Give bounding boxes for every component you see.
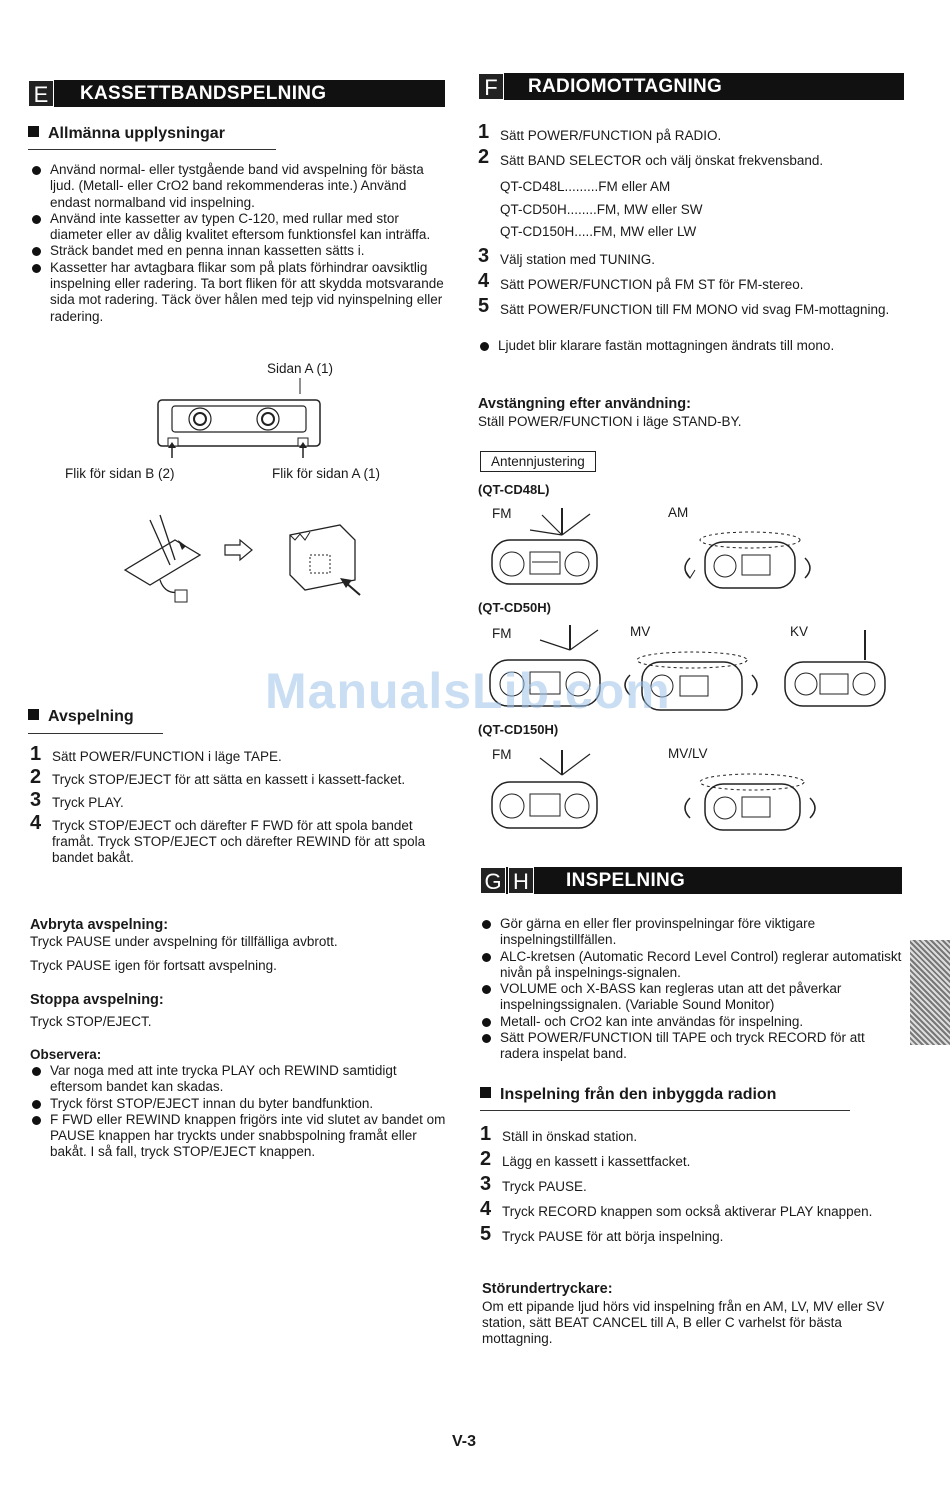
section-gh-title: INSPELNING <box>566 870 686 891</box>
radio-step-2: 2 Sätt BAND SELECTOR och välj önskat frekvensband. <box>478 146 824 168</box>
boombox-mvlv-150 <box>685 774 815 830</box>
radio-step-4: 4 Sätt POWER/FUNCTION på FM ST för FM-stereo. <box>478 270 804 292</box>
list-item: Var noga med att inte trycka PLAY och REWIND samtidigt eftersom bandet kan skadas. <box>30 1063 450 1096</box>
section-f-letter: F <box>478 73 504 100</box>
boombox-kv-50 <box>785 630 885 706</box>
tab-b-label: Flik för sidan B (2) <box>65 466 175 481</box>
list-item: 5 Tryck PAUSE för att börja inspelning. <box>480 1223 724 1245</box>
list-item: 1 Sätt POWER/FUNCTION i läge TAPE. <box>30 743 282 765</box>
boombox-fm-150 <box>492 750 597 828</box>
list-item: Använd inte kassetter av typen C-120, med rullar med stor diameter eller av dålig kvalitet eftersom funktionsfel kan inträffa. <box>30 211 448 244</box>
fm-label-150: FM <box>492 747 512 762</box>
fm-label-48: FM <box>492 506 512 521</box>
step-number: 3 <box>480 1173 492 1195</box>
list-item: 1 Ställ in önskad station. <box>480 1123 638 1145</box>
list-item: 3 Tryck PLAY. <box>30 789 124 811</box>
beat-cancel-heading: Störundertryckare: <box>482 1281 613 1297</box>
model-line-48: QT-CD48L.........FM eller AM <box>500 179 671 194</box>
section-f-title: RADIOMOTTAGNING <box>528 76 723 97</box>
recording-list <box>480 916 904 1063</box>
step-number: 3 <box>30 789 42 811</box>
section-f-header <box>478 73 904 100</box>
radio-step-3: 3 Välj station med TUNING. <box>478 245 656 267</box>
list-item: Tryck först STOP/EJECT innan du byter bandfunktion. <box>30 1096 450 1112</box>
stop-text: Tryck STOP/EJECT. <box>30 1014 152 1029</box>
section-e-title: KASSETTBANDSPELNING <box>80 83 327 104</box>
list-item: Sträck bandet med en penna innan kassetten sätts i. <box>30 243 448 259</box>
side-a-label: Sidan A (1) <box>267 361 334 376</box>
step-number: 1 <box>480 1123 492 1145</box>
model-150-label: (QT-CD150H) <box>478 722 559 737</box>
section-g-letter: G <box>480 867 506 894</box>
thumb-index-tab <box>910 940 950 1045</box>
playback-steps <box>30 743 450 873</box>
list-item: Sätt POWER/FUNCTION till TAPE och tryck RECORD för att radera inspelat band. <box>480 1030 904 1063</box>
mvlv-label-150: MV/LV <box>668 746 708 761</box>
note-heading: Observera: <box>30 1047 102 1062</box>
radio-step-5: 5 Sätt POWER/FUNCTION till FM MONO vid svag FM-mottagning. <box>478 295 890 317</box>
mv-label-50: MV <box>630 624 651 639</box>
step-number: 4 <box>30 812 42 834</box>
section-e-letter: E <box>28 80 54 107</box>
step-number: 1 <box>478 121 490 143</box>
off-text: Ställ POWER/FUNCTION i läge STAND-BY. <box>478 414 742 429</box>
list-item: 2 Lägg en kassett i kassettfacket. <box>480 1148 691 1170</box>
list-item: Ljudet blir klarare fastän mottagningen ändrats till mono. <box>478 338 908 354</box>
section-e-header <box>28 80 445 107</box>
square-bullet-icon <box>28 709 39 720</box>
list-item: Gör gärna en eller fler provinspelningar före viktigare inspelningstillfällen. <box>480 916 904 949</box>
list-item: 4 Tryck STOP/EJECT och därefter F FWD för att spola bandet framåt. Tryck STOP/EJECT och därefter REWIND för att spola bandet bakåt. <box>30 812 426 865</box>
list-item: F FWD eller REWIND knappen frigörs inte vid slutet av bandet om PAUSE knappen har tryckts under snabbspolning framåt eller bakåt. I så fall, tryck STOP/EJECT knappen. <box>30 1112 450 1161</box>
step-number: 3 <box>478 245 490 267</box>
list-item: ALC-kretsen (Automatic Record Level Control) reglerar automatiskt nivån på inspelnings-signalen. <box>480 949 904 982</box>
list-item: Metall- och CrO2 kan inte användas för inspelning. <box>480 1014 904 1030</box>
list-item: 2 Tryck STOP/EJECT för att sätta en kassett i kassett-facket. <box>30 766 406 788</box>
watermark: ManualsLib.com <box>265 663 671 719</box>
general-info-list <box>30 162 448 325</box>
section-gh-header <box>480 867 902 894</box>
playback-rule <box>28 733 163 734</box>
radio-note-list <box>478 338 908 354</box>
model-line-50: QT-CD50H........FM, MW eller SW <box>500 202 703 217</box>
step-number: 2 <box>30 766 42 788</box>
step-number: 2 <box>478 146 490 168</box>
model-48-label: (QT-CD48L) <box>478 482 550 497</box>
tab-a-label: Flik för sidan A (1) <box>272 466 381 481</box>
fm-label-50: FM <box>492 626 512 641</box>
cassette-illustration <box>150 378 330 458</box>
list-item: 3 Tryck PAUSE. <box>480 1173 587 1195</box>
boombox-fm-48 <box>492 508 597 584</box>
section-h-letter: H <box>508 867 534 894</box>
off-heading: Avstängning efter användning: <box>478 396 691 412</box>
list-item: Kassetter har avtagbara flikar som på plats förhindrar oavsiktlig inspelning eller radering. Ta bort fliken för att skydda motsvarande sida mot radering. Täck över hålen med tejp vid nyinspelning eller radering. <box>30 260 448 325</box>
square-bullet-icon <box>28 126 39 137</box>
model-50-label: (QT-CD50H) <box>478 600 551 615</box>
radio-recording-rule <box>480 1110 850 1111</box>
model-line-150: QT-CD150H.....FM, MW eller LW <box>500 224 697 239</box>
kv-label-50: KV <box>790 624 809 639</box>
step-number: 2 <box>480 1148 492 1170</box>
boombox-am-48 <box>685 532 810 588</box>
radio-recording-steps <box>480 1123 902 1252</box>
interrupt-line-1: Tryck PAUSE under avspelning för tillfälliga avbrott. <box>30 934 338 949</box>
tab-removal-illustration <box>120 510 370 610</box>
antenna-adjust-label: Antennjustering <box>480 451 596 472</box>
beat-cancel-text: Om ett pipande ljud hörs vid inspelning från en AM, LV, MV eller SV station, sätt BEAT CANCEL till A, B eller C varhelst för bästa mottagning. <box>482 1299 885 1346</box>
am-label-48: AM <box>668 505 689 520</box>
square-bullet-icon <box>480 1087 491 1098</box>
radio-step-1: 1 Sätt POWER/FUNCTION på RADIO. <box>478 121 722 143</box>
step-number: 5 <box>480 1223 492 1245</box>
step-number: 4 <box>480 1198 492 1220</box>
step-number: 1 <box>30 743 42 765</box>
list-item: 4 Tryck RECORD knappen som också aktiverar PLAY knappen. <box>480 1198 873 1220</box>
step-number: 4 <box>478 270 490 292</box>
step-number: 5 <box>478 295 490 317</box>
general-info-heading: Allmänna upplysningar <box>28 125 225 143</box>
stop-heading: Stoppa avspelning: <box>30 992 164 1008</box>
note-list <box>30 1063 450 1161</box>
interrupt-heading: Avbryta avspelning: <box>30 917 169 933</box>
playback-heading: Avspelning <box>28 708 134 726</box>
general-info-rule <box>28 149 276 150</box>
list-item: Använd normal- eller tystgående band vid avspelning för bästa ljud. (Metall- eller CrO2 band rekommenderas inte.) Använd endast normalband vid inspelning. <box>30 162 448 211</box>
radio-recording-heading: Inspelning från den inbyggda radion <box>480 1086 776 1104</box>
interrupt-line-2: Tryck PAUSE igen för fortsatt avspelning. <box>30 958 277 973</box>
page-number: V-3 <box>452 1433 477 1450</box>
list-item: VOLUME och X-BASS kan regleras utan att det påverkar inspelningssignalen. (Variable Sound Monitor) <box>480 981 904 1014</box>
